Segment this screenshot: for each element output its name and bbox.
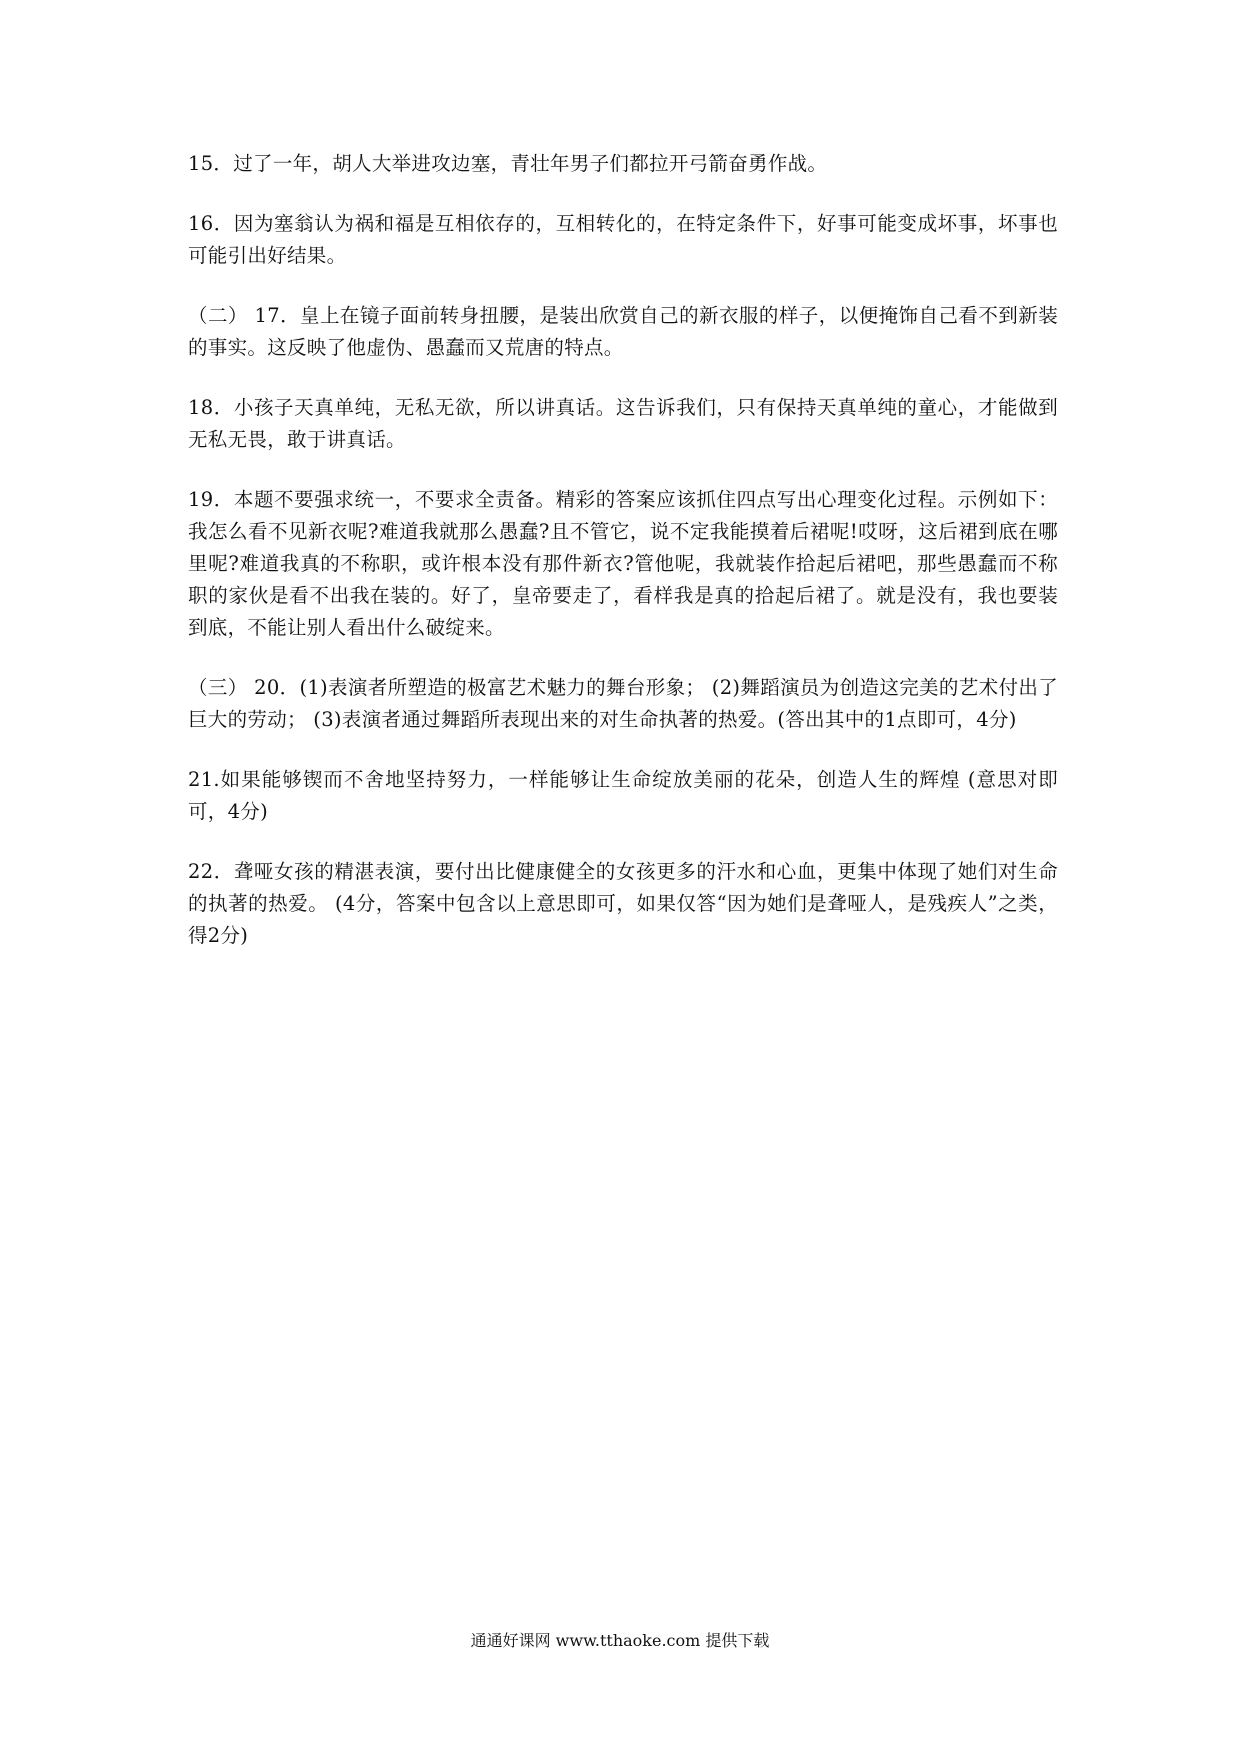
answer-22: 22．聋哑女孩的精湛表演，要付出比健康健全的女孩更多的汗水和心血，更集中体现了她们对生命的执著的热爱。 (4分，答案中包含以上意思即可，如果仅答“因为她们是聋哑人，是残疾人”之类，得2分) <box>188 860 1058 947</box>
answer-15: 15．过了一年，胡人大举进攻边塞，青壮年男子们都拉开弓箭奋勇作战。 <box>188 152 828 175</box>
answer-18: 18．小孩子天真单纯，无私无欲，所以讲真话。这告诉我们，只有保持天真单纯的童心，才能做到无私无畏，敢于讲真话。 <box>188 396 1058 451</box>
answer-19: 19．本题不要强求统一，不要求全责备。精彩的答案应该抓住四点写出心理变化过程。示例如下：我怎么看不见新衣呢?难道我就那么愚蠢?且不管它，说不定我能摸着后裙呢!哎呀，这后裙到底在哪里呢?难道我真的不称职，或许根本没有那件新衣?管他呢，我就装作拾起后裙吧，那些愚蠢而不称职的家伙是看不出我在装的。好了，皇帝要走了，看样我是真的拾起后裙了。就是没有，我也要装到底，不能让别人看出什么破绽来。 <box>188 488 1058 639</box>
answer-sheet <box>188 148 1058 980</box>
answer-17: （二） 17．皇上在镜子面前转身扭腰，是装出欣赏自己的新衣服的样子，以便掩饰自己看不到新装的事实。这反映了他虚伪、愚蠢而又荒唐的特点。 <box>188 304 1058 359</box>
answer-21: 21.如果能够锲而不舍地坚持努力，一样能够让生命绽放美丽的花朵，创造人生的辉煌 (意思对即可，4分) <box>188 768 1058 823</box>
answer-20: （三） 20．(1)表演者所塑造的极富艺术魅力的舞台形象； (2)舞蹈演员为创造这完美的艺术付出了巨大的劳动； (3)表演者通过舞蹈所表现出来的对生命执著的热爱。(答出其中的1点即可，4分) <box>188 676 1058 731</box>
answer-16: 16．因为塞翁认为祸和福是互相依存的，互相转化的，在特定条件下，好事可能变成坏事，坏事也可能引出好结果。 <box>188 212 1058 267</box>
page-footer: 通通好课网 www.tthaoke.com 提供下载 <box>470 1631 770 1650</box>
